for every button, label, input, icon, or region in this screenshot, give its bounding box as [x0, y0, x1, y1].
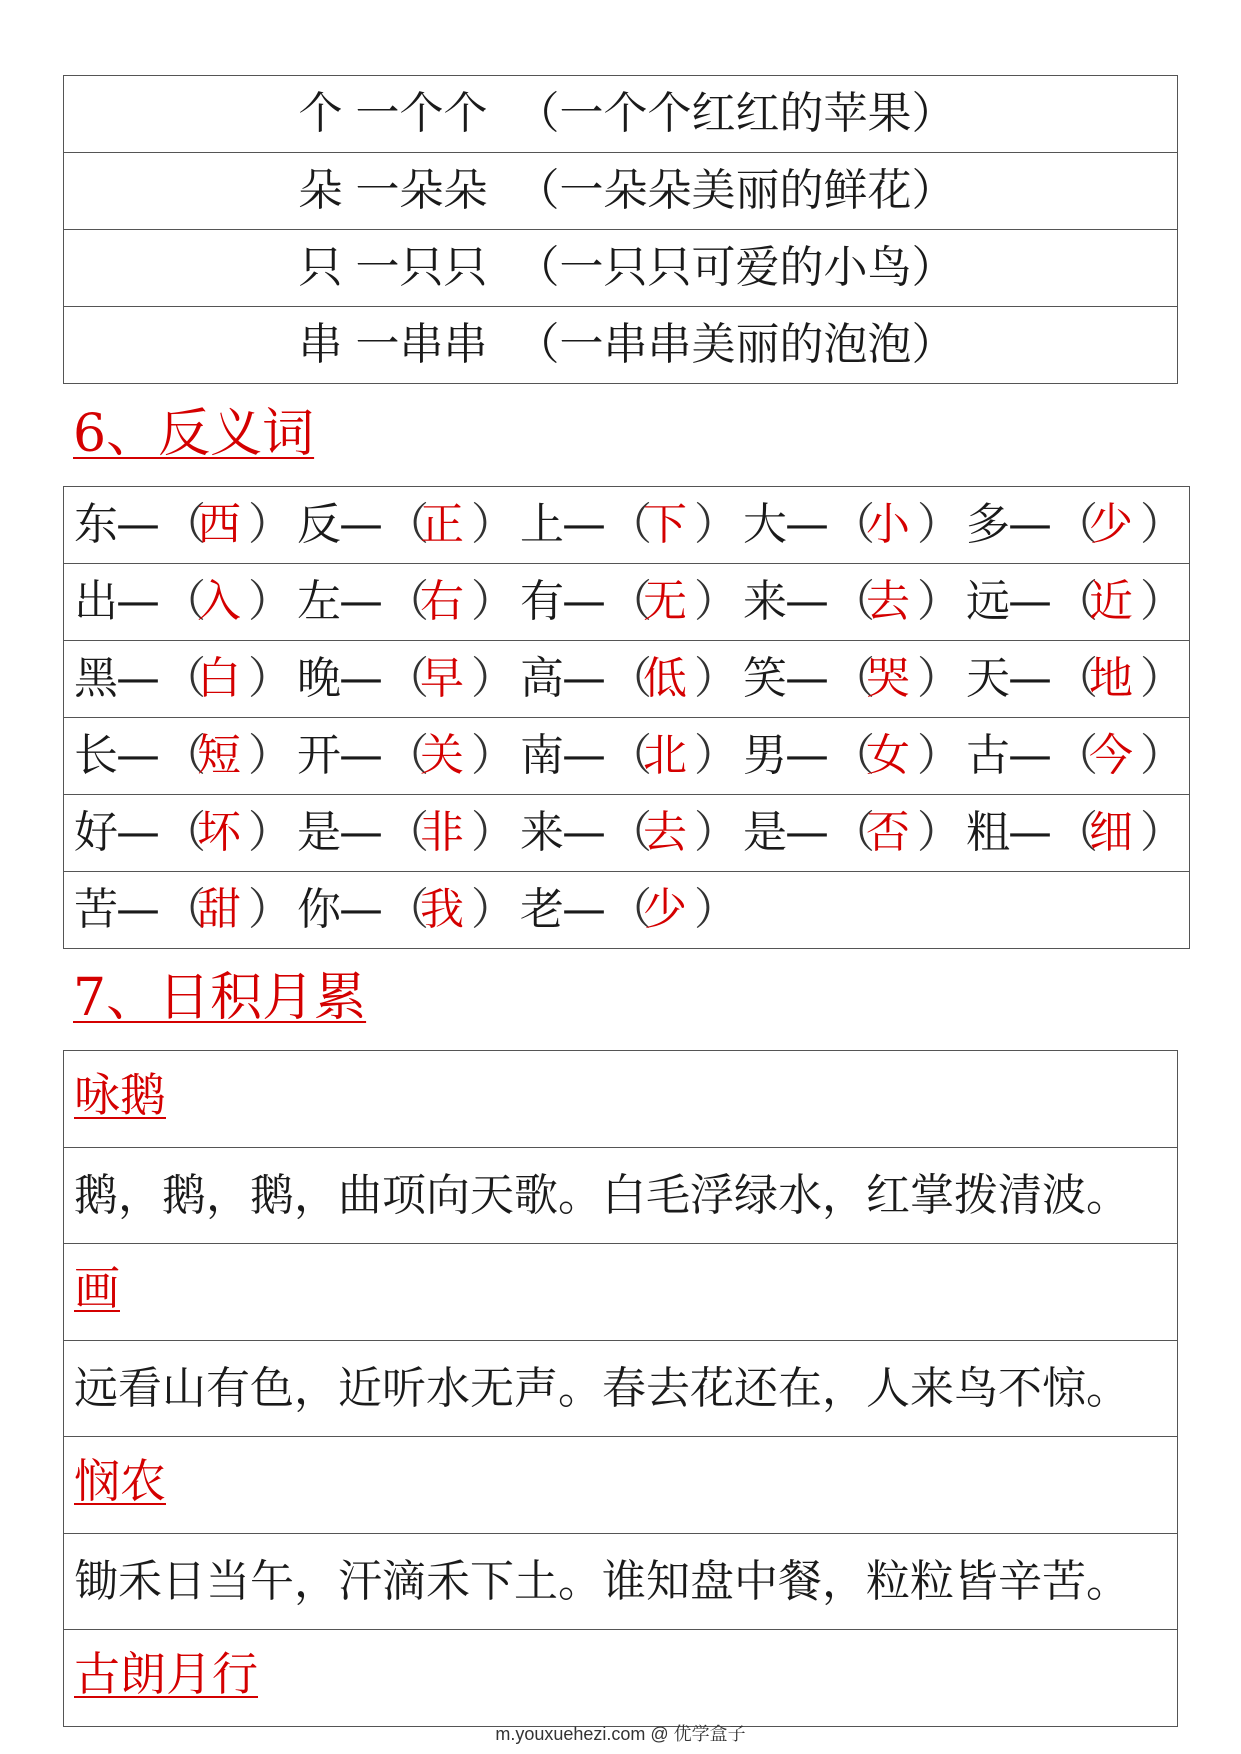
measure-word-char: 个 [298, 88, 343, 139]
antonym-word: 你 [297, 884, 341, 935]
open-paren: （ [608, 653, 652, 704]
open-paren: （ [831, 499, 875, 550]
antonym-dash: — [562, 884, 606, 935]
open-paren: （ [1054, 730, 1098, 781]
antonym-word: 粗 [966, 807, 1010, 858]
antonym-pair [297, 730, 520, 781]
open-paren: （ [385, 884, 429, 935]
close-paren: ） [1140, 499, 1184, 550]
antonym-dash: — [339, 499, 383, 550]
section-7-heading: 7、日积月累 [73, 968, 367, 1028]
table-cell [64, 76, 1178, 153]
table-cell [64, 1341, 1178, 1437]
antonym-word: 反 [297, 499, 341, 550]
close-paren: ） [694, 576, 738, 627]
measure-word-repeat: 一串串 [355, 319, 488, 370]
table-cell [64, 1051, 1178, 1148]
antonym-word: 老 [520, 884, 564, 935]
antonym-word: 出 [74, 576, 118, 627]
open-paren: （ [162, 730, 206, 781]
table-cell [64, 872, 1190, 949]
table-row [64, 230, 1178, 307]
close-paren: ） [917, 576, 961, 627]
antonym-dash: — [1008, 499, 1052, 550]
poem-line: 锄禾日当午，汗滴禾下土。谁知盘中餐，粒粒皆辛苦。 [74, 1555, 1130, 1607]
antonym-pair [297, 653, 520, 704]
antonym-pair [74, 884, 297, 935]
close-paren: ） [1140, 576, 1184, 627]
open-paren: （ [608, 807, 652, 858]
antonym-answer: 早 [420, 653, 464, 704]
antonym-pair [743, 499, 966, 550]
measure-word-phrase: （一串串美丽的泡泡） [515, 319, 956, 370]
antonym-pair [966, 576, 1189, 627]
measure-word-char: 朵 [298, 165, 343, 216]
table-row [64, 1148, 1178, 1244]
antonym-answer: 今 [1089, 730, 1133, 781]
open-paren: （ [831, 653, 875, 704]
poem-title: 古朗月行 [74, 1647, 258, 1701]
close-paren: ） [248, 653, 292, 704]
antonym-word: 高 [520, 653, 564, 704]
antonym-table [63, 486, 1190, 949]
antonym-pair [297, 807, 520, 858]
antonym-word: 是 [743, 807, 787, 858]
antonym-answer: 细 [1089, 807, 1133, 858]
open-paren: （ [162, 884, 206, 935]
antonym-word: 古 [966, 730, 1010, 781]
close-paren: ） [471, 499, 515, 550]
antonym-word: 天 [966, 653, 1010, 704]
table-cell [64, 718, 1190, 795]
measure-word-table [63, 75, 1178, 384]
table-cell [64, 795, 1190, 872]
antonym-dash: — [785, 499, 829, 550]
antonym-word: 南 [520, 730, 564, 781]
close-paren: ） [694, 499, 738, 550]
antonym-dash: — [339, 653, 383, 704]
open-paren: （ [162, 807, 206, 858]
table-row [64, 1051, 1178, 1148]
antonym-dash: — [116, 653, 160, 704]
antonym-pair [297, 884, 520, 935]
close-paren: ） [248, 807, 292, 858]
antonym-word: 远 [966, 576, 1010, 627]
open-paren: （ [1054, 653, 1098, 704]
antonym-dash: — [339, 730, 383, 781]
antonym-row [64, 718, 1189, 794]
measure-word-phrase: （一朵朵美丽的鲜花） [515, 165, 956, 216]
antonym-answer: 女 [866, 730, 910, 781]
antonym-pair [743, 730, 966, 781]
antonym-answer: 坏 [197, 807, 241, 858]
antonym-answer: 地 [1089, 653, 1133, 704]
poem-table [63, 1050, 1178, 1727]
antonym-dash: — [562, 653, 606, 704]
close-paren: ） [471, 807, 515, 858]
antonym-word: 大 [743, 499, 787, 550]
close-paren: ） [1140, 730, 1184, 781]
open-paren: （ [385, 653, 429, 704]
antonym-dash: — [785, 576, 829, 627]
antonym-dash: — [339, 884, 383, 935]
close-paren: ） [1140, 807, 1184, 858]
table-cell [64, 1534, 1178, 1630]
open-paren: （ [608, 730, 652, 781]
open-paren: （ [385, 576, 429, 627]
antonym-dash: — [116, 730, 160, 781]
antonym-dash: — [1008, 653, 1052, 704]
measure-word-row [64, 165, 1177, 216]
open-paren: （ [162, 499, 206, 550]
antonym-word: 是 [297, 807, 341, 858]
antonym-answer: 正 [420, 499, 464, 550]
table-cell [64, 307, 1178, 384]
antonym-pair [520, 499, 743, 550]
antonym-pair [297, 499, 520, 550]
antonym-answer: 甜 [197, 884, 241, 935]
close-paren: ） [248, 576, 292, 627]
antonym-pair [966, 730, 1189, 781]
antonym-dash: — [562, 576, 606, 627]
poem-title: 画 [74, 1261, 120, 1315]
antonym-answer: 少 [643, 884, 687, 935]
open-paren: （ [608, 576, 652, 627]
antonym-word: 多 [966, 499, 1010, 550]
table-cell [64, 641, 1190, 718]
measure-word-row [64, 319, 1177, 370]
antonym-dash: — [339, 807, 383, 858]
antonym-answer: 下 [643, 499, 687, 550]
measure-word-row [64, 88, 1177, 139]
section-6-heading: 6、反义词 [73, 404, 315, 464]
antonym-row [64, 564, 1189, 640]
antonym-answer: 哭 [866, 653, 910, 704]
open-paren: （ [162, 653, 206, 704]
table-row [64, 564, 1190, 641]
table-row [64, 1437, 1178, 1534]
antonym-row [64, 872, 1189, 948]
open-paren: （ [831, 807, 875, 858]
antonym-dash: — [785, 730, 829, 781]
poem-title: 咏鹅 [74, 1068, 166, 1122]
close-paren: ） [248, 884, 292, 935]
antonym-word: 笑 [743, 653, 787, 704]
open-paren: （ [1054, 499, 1098, 550]
antonym-word: 东 [74, 499, 118, 550]
antonym-pair [74, 807, 297, 858]
antonym-dash: — [785, 653, 829, 704]
close-paren: ） [471, 576, 515, 627]
close-paren: ） [694, 730, 738, 781]
antonym-word: 男 [743, 730, 787, 781]
table-cell [64, 1437, 1178, 1534]
measure-word-char: 串 [298, 319, 343, 370]
open-paren: （ [831, 576, 875, 627]
close-paren: ） [694, 653, 738, 704]
antonym-answer: 短 [197, 730, 241, 781]
table-cell [64, 153, 1178, 230]
measure-word-repeat: 一个个 [355, 88, 488, 139]
antonym-answer: 右 [420, 576, 464, 627]
antonym-pair [743, 576, 966, 627]
antonym-word: 黑 [74, 653, 118, 704]
antonym-pair [520, 807, 743, 858]
antonym-pair [74, 499, 297, 550]
poem-title: 悯农 [74, 1454, 166, 1508]
open-paren: （ [608, 499, 652, 550]
close-paren: ） [248, 730, 292, 781]
antonym-answer: 非 [420, 807, 464, 858]
close-paren: ） [917, 807, 961, 858]
footer-watermark: m.youxuehezi.com @ 优学盒子 [495, 1724, 746, 1744]
table-cell [64, 1148, 1178, 1244]
table-row [64, 795, 1190, 872]
antonym-row [64, 795, 1189, 871]
antonym-dash: — [562, 499, 606, 550]
open-paren: （ [1054, 576, 1098, 627]
antonym-answer: 去 [643, 807, 687, 858]
table-row [64, 307, 1178, 384]
antonym-word: 苦 [74, 884, 118, 935]
open-paren: （ [385, 499, 429, 550]
poem-line: 远看山有色，近听水无声。春去花还在，人来鸟不惊。 [74, 1362, 1130, 1414]
antonym-word: 来 [743, 576, 787, 627]
antonym-pair [74, 653, 297, 704]
antonym-dash: — [116, 884, 160, 935]
table-row [64, 487, 1190, 564]
table-row [64, 1244, 1178, 1341]
antonym-pair [966, 499, 1189, 550]
antonym-word: 好 [74, 807, 118, 858]
antonym-word: 晚 [297, 653, 341, 704]
antonym-word: 左 [297, 576, 341, 627]
measure-word-phrase: （一个个红红的苹果） [515, 88, 956, 139]
table-row [64, 641, 1190, 718]
close-paren: ） [694, 807, 738, 858]
antonym-pair [520, 653, 743, 704]
antonym-answer: 我 [420, 884, 464, 935]
antonym-dash: — [339, 576, 383, 627]
antonym-dash: — [116, 807, 160, 858]
antonym-dash: — [1008, 807, 1052, 858]
antonym-dash: — [116, 576, 160, 627]
measure-word-phrase: （一只只可爱的小鸟） [515, 242, 956, 293]
close-paren: ） [917, 653, 961, 704]
antonym-answer: 白 [197, 653, 241, 704]
antonym-word: 长 [74, 730, 118, 781]
antonym-answer: 小 [866, 499, 910, 550]
antonym-dash: — [562, 807, 606, 858]
antonym-pair [743, 807, 966, 858]
measure-word-repeat: 一只只 [355, 242, 488, 293]
antonym-dash: — [785, 807, 829, 858]
antonym-word: 开 [297, 730, 341, 781]
close-paren: ） [1140, 653, 1184, 704]
antonym-word: 上 [520, 499, 564, 550]
open-paren: （ [385, 730, 429, 781]
antonym-dash: — [116, 499, 160, 550]
antonym-answer: 西 [197, 499, 241, 550]
antonym-pair [966, 807, 1189, 858]
antonym-pair [743, 653, 966, 704]
poem-line: 鹅，鹅，鹅，曲项向天歌。白毛浮绿水，红掌拨清波。 [74, 1169, 1130, 1221]
open-paren: （ [162, 576, 206, 627]
open-paren: （ [608, 884, 652, 935]
table-row [64, 1341, 1178, 1437]
antonym-pair [966, 653, 1189, 704]
table-row [64, 1534, 1178, 1630]
antonym-dash: — [562, 730, 606, 781]
measure-word-char: 只 [298, 242, 343, 293]
table-cell [64, 564, 1190, 641]
table-cell [64, 230, 1178, 307]
open-paren: （ [385, 807, 429, 858]
antonym-pair [74, 730, 297, 781]
antonym-pair [520, 576, 743, 627]
antonym-pair [297, 576, 520, 627]
antonym-dash: — [1008, 730, 1052, 781]
antonym-answer: 低 [643, 653, 687, 704]
close-paren: ） [471, 653, 515, 704]
table-row [64, 153, 1178, 230]
antonym-pair [520, 884, 743, 935]
table-row [64, 872, 1190, 949]
table-cell [64, 1244, 1178, 1341]
antonym-pair [74, 576, 297, 627]
table-cell [64, 487, 1190, 564]
close-paren: ） [471, 884, 515, 935]
antonym-answer: 北 [643, 730, 687, 781]
antonym-answer: 近 [1089, 576, 1133, 627]
table-row [64, 718, 1190, 795]
antonym-answer: 关 [420, 730, 464, 781]
measure-word-repeat: 一朵朵 [355, 165, 488, 216]
open-paren: （ [1054, 807, 1098, 858]
table-row [64, 1630, 1178, 1727]
table-row [64, 76, 1178, 153]
antonym-answer: 入 [197, 576, 241, 627]
close-paren: ） [471, 730, 515, 781]
antonym-answer: 去 [866, 576, 910, 627]
antonym-row [64, 641, 1189, 717]
antonym-dash: — [1008, 576, 1052, 627]
antonym-answer: 否 [866, 807, 910, 858]
antonym-word: 有 [520, 576, 564, 627]
measure-word-row [64, 242, 1177, 293]
close-paren: ） [917, 499, 961, 550]
close-paren: ） [917, 730, 961, 781]
close-paren: ） [694, 884, 738, 935]
open-paren: （ [831, 730, 875, 781]
antonym-pair [520, 730, 743, 781]
antonym-row [64, 487, 1189, 563]
antonym-word: 来 [520, 807, 564, 858]
table-cell [64, 1630, 1178, 1727]
close-paren: ） [248, 499, 292, 550]
antonym-answer: 少 [1089, 499, 1133, 550]
antonym-answer: 无 [643, 576, 687, 627]
